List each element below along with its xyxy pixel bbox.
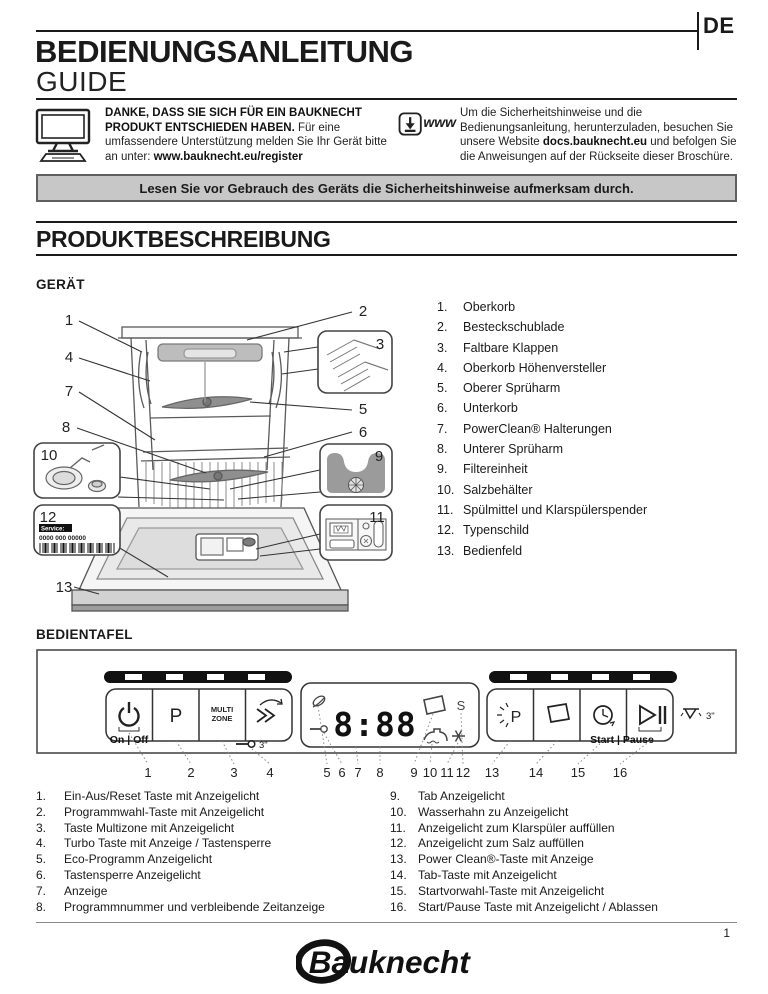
page-subtitle: GUIDE [36, 66, 128, 97]
list-item: 9. Filtereinheit [437, 462, 528, 477]
list-item: 12. Anzeigelicht zum Salz auffüllen [390, 836, 584, 851]
svg-text:3: 3 [375, 336, 385, 353]
led-strip-left [104, 671, 292, 683]
svg-text:10: 10 [40, 447, 58, 464]
monitor-icon [34, 108, 96, 164]
svg-text:6: 6 [358, 424, 368, 441]
list-item: 3. Faltbare Klappen [437, 340, 559, 355]
list-item: 8. Programmnummer und verbleibende Zeitanzeige [36, 899, 325, 914]
download-url: docs.bauknecht.eu [542, 136, 648, 148]
svg-text:6: 6 [338, 765, 346, 780]
device-parts-list [437, 297, 737, 561]
list-item: 14. Tab-Taste mit Anzeigelicht [390, 867, 557, 882]
list-item: 11. Anzeigelicht zum Klarspüler auffüllen [390, 820, 615, 835]
section-rule-top [36, 221, 737, 223]
bauknecht-logo [296, 936, 476, 984]
list-item: 16. Start/Pause Taste mit Anzeigelicht / Ablassen [390, 899, 658, 914]
title-divider [36, 98, 737, 100]
list-item: 1. Oberkorb [437, 300, 516, 314]
download-www-icon [398, 106, 456, 142]
list-item: 2. Programmwahl-Taste mit Anzeigelicht [36, 804, 265, 819]
control-panel-diagram [33, 648, 739, 783]
svg-text:4: 4 [266, 765, 274, 780]
dishwasher-diagram [30, 293, 430, 615]
device-heading: GERÄT [36, 277, 85, 292]
onoff-label: On | Off [109, 734, 149, 746]
list-item: 4. Turbo Taste mit Anzeige / Tastensperre [36, 836, 272, 851]
multizone-label-1: MULTI [210, 705, 234, 714]
list-item: 5. Eco-Programm Anzeigelicht [36, 852, 213, 867]
header-rule [36, 30, 697, 32]
controls-list-right [390, 789, 745, 915]
list-item: 7. PowerClean® Halterungen [437, 421, 612, 436]
header-rule-tick [697, 12, 699, 50]
register-body: Für eine umfassendere Unterstützung melden Sie Ihr Gerät bitte an unter: [105, 121, 387, 163]
list-item: 2. Besteckschublade [437, 320, 565, 335]
svg-text:11: 11 [369, 509, 385, 526]
svg-text:7: 7 [354, 765, 362, 780]
page-number: 1 [723, 926, 730, 940]
svg-text:1: 1 [64, 312, 74, 329]
svg-text:13: 13 [484, 765, 500, 780]
svg-text:8: 8 [61, 419, 71, 436]
svg-text:9: 9 [410, 765, 418, 780]
program-button-label: P [169, 706, 183, 727]
list-item: 15. Startvorwahl-Taste mit Anzeigelicht [390, 883, 605, 898]
service-number: 0000 000 00000 [39, 535, 86, 542]
download-text [460, 106, 738, 164]
list-item: 6. Unterkorb [437, 401, 518, 416]
list-item: 3. Taste Multizone mit Anzeigelicht [36, 820, 235, 835]
list-item: 12. Typenschild [437, 523, 530, 538]
svg-text:13: 13 [55, 579, 73, 596]
www-word: www [423, 114, 456, 130]
list-item: 6. Tastensperre Anzeigelicht [36, 867, 201, 882]
list-item: 4. Oberkorb Höhenversteller [437, 360, 607, 375]
svg-text:10: 10 [422, 765, 438, 780]
svg-text:4: 4 [64, 349, 74, 366]
list-item: 1. Ein-Aus/Reset Taste mit Anzeigelicht [36, 789, 260, 803]
list-item: 7. Anzeige [36, 883, 108, 898]
panel-heading: BEDIENTAFEL [36, 627, 133, 642]
display-digits: 8:88 [333, 705, 417, 744]
svg-text:15: 15 [570, 765, 586, 780]
svg-text:12: 12 [455, 765, 471, 780]
download-body-1: Um die Sicherheitshinweise und die Bedienungsanleitung, herunterzuladen, besuchen Sie unsere Website [460, 107, 734, 148]
list-item: 8. Unterer Sprüharm [437, 442, 564, 457]
safety-banner: Lesen Sie vor Gebrauch des Geräts die Sicherheitshinweise aufmerksam durch. [36, 174, 737, 202]
svg-text:11: 11 [440, 765, 454, 780]
svg-text:3: 3 [230, 765, 238, 780]
svg-text:7: 7 [64, 383, 74, 400]
keylock-hold-label: 3" [259, 740, 268, 751]
register-text [105, 106, 395, 164]
footer-rule [36, 922, 737, 923]
download-body-2: und befolgen Sie die Anweisungen auf der Rückseite dieser Broschüre. [460, 136, 737, 163]
brand-wordmark: Bauknecht [308, 943, 470, 980]
svg-text:P: P [510, 709, 522, 726]
list-item: 11. Spülmittel und Klarspülerspender [437, 502, 648, 517]
language-badge: DE [703, 13, 735, 38]
svg-text:8: 8 [376, 765, 384, 780]
list-item: 13. Bedienfeld [437, 543, 523, 558]
svg-text:16: 16 [612, 765, 628, 780]
list-item: 9. Tab Anzeigelicht [390, 789, 505, 803]
startpause-label: Start | Pause [590, 734, 654, 746]
list-item: 10. Wasserhahn zu Anzeigelicht [390, 804, 569, 819]
register-url: www.bauknecht.eu/register [153, 150, 303, 163]
svg-text:5: 5 [358, 401, 368, 418]
list-item: 13. Power Clean®-Taste mit Anzeige [390, 852, 594, 867]
controls-list-left [36, 789, 391, 915]
service-label: Service: [41, 526, 65, 533]
page-title: BEDIENUNGSANLEITUNG [35, 34, 414, 69]
svg-text:9: 9 [374, 448, 384, 465]
svg-text:2: 2 [358, 303, 368, 320]
svg-text:1: 1 [144, 765, 152, 780]
multizone-label-2: ZONE [211, 714, 233, 723]
list-item: 10. Salzbehälter [437, 482, 533, 497]
section-title: PRODUKTBESCHREIBUNG [36, 226, 331, 252]
svg-text:12: 12 [39, 509, 57, 526]
svg-text:2: 2 [187, 765, 195, 780]
list-item: 5. Oberer Sprüharm [437, 381, 561, 396]
svg-text:14: 14 [528, 765, 544, 780]
register-thanks: DANKE, DASS SIE SICH FÜR EIN BAUKNECHT PRODUKT ENTSCHIEDEN HABEN. [105, 107, 362, 134]
panel-callout-numbers [144, 765, 627, 780]
svg-text:5: 5 [323, 765, 331, 780]
section-rule-bottom [36, 254, 737, 256]
led-strip-right [489, 671, 677, 683]
salt-indicator-icon: S [456, 698, 466, 713]
drain-hold-label: 3" [706, 711, 715, 722]
